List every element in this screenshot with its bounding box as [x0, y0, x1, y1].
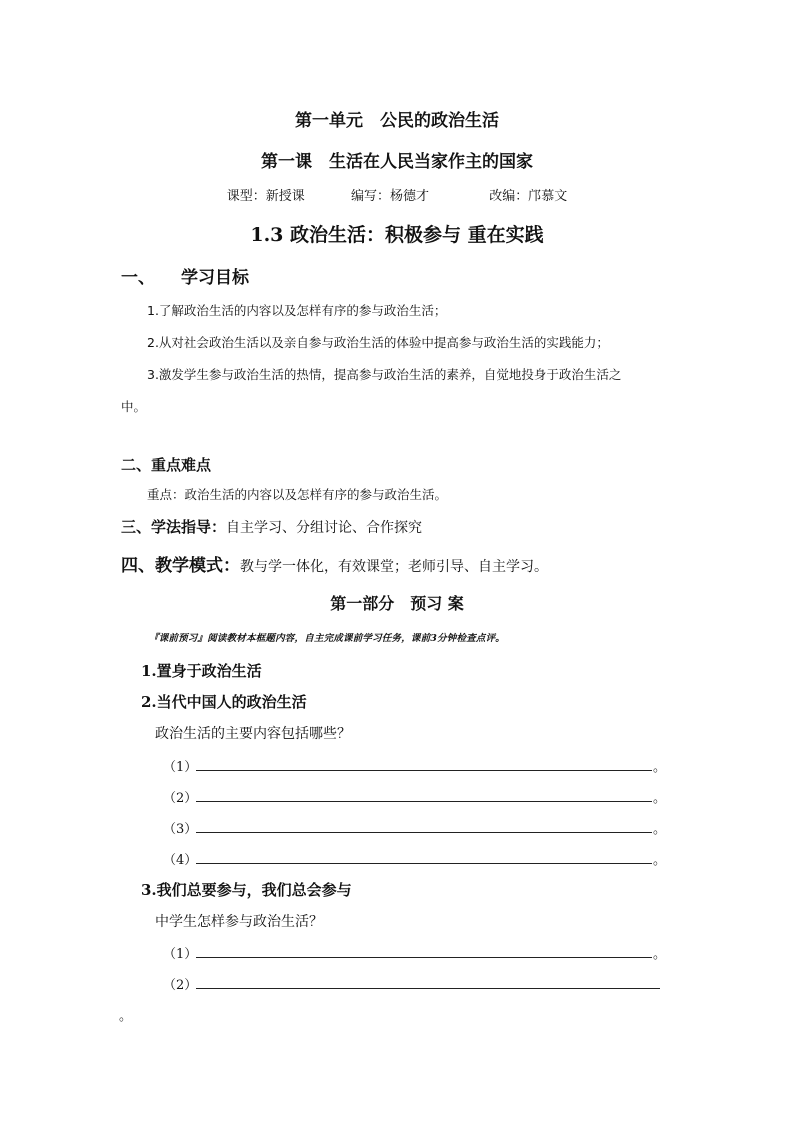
- editor: 改编：邝慕文: [489, 189, 568, 204]
- answer-blank[interactable]: [196, 770, 652, 771]
- objective-item: 3.激发学生参与政治生活的热情，提高参与政治生活的素养，自觉地投身于政治生活之: [147, 367, 622, 382]
- answer-blank[interactable]: [196, 832, 652, 833]
- end-mark: 。: [653, 791, 667, 806]
- answer-blank[interactable]: [196, 988, 660, 989]
- objectives-heading-num: 一、: [121, 268, 155, 288]
- objectives-heading: [121, 263, 249, 288]
- mode-line: [121, 551, 548, 576]
- question-heading: 2.当代中国人的政治生活: [141, 693, 307, 711]
- method-heading: 三、学法指导：: [121, 518, 227, 536]
- answer-number: （1）: [163, 760, 198, 775]
- objectives-heading-text: 学习目标: [181, 268, 249, 288]
- trailing-end-mark: 。: [119, 1009, 133, 1024]
- end-mark: 。: [653, 760, 667, 775]
- mode-heading: 四、教学模式：: [121, 556, 240, 576]
- question-heading: 3.我们总要参与，我们总会参与: [141, 881, 352, 899]
- answer-number: （4）: [163, 853, 198, 868]
- end-mark: 。: [653, 947, 667, 962]
- preview-note: 『课前预习』阅读教材本框题内容，自主完成课前学习任务，课前3分钟检查点评。: [149, 633, 506, 644]
- question-prompt: 中学生怎样参与政治生活？: [155, 914, 323, 930]
- key-points-heading: 二、重点难点: [121, 456, 212, 474]
- lesson-title: 第一课 生活在人民当家作主的国家: [261, 152, 533, 172]
- answer-number: （2）: [163, 791, 198, 806]
- answer-number: （2）: [163, 978, 198, 993]
- objective-item-continuation: 中。: [121, 399, 147, 414]
- answer-blank[interactable]: [196, 801, 652, 802]
- mode-text: 教与学一体化，有效课堂；老师引导、自主学习。: [240, 559, 548, 575]
- objective-item: 1.了解政治生活的内容以及怎样有序的参与政治生活；: [147, 303, 447, 318]
- answer-number: （1）: [163, 947, 198, 962]
- answer-blank[interactable]: [196, 957, 652, 958]
- writer: 编写：杨德才: [350, 189, 429, 204]
- objective-item: 2.从对社会政治生活以及亲自参与政治生活的体验中提高参与政治生活的实践能力；: [147, 335, 609, 350]
- question-prompt: 政治生活的主要内容包括哪些？: [155, 726, 351, 742]
- end-mark: 。: [653, 853, 667, 868]
- question-heading: 1.置身于政治生活: [141, 662, 262, 680]
- unit-title: 第一单元 公民的政治生活: [295, 111, 499, 131]
- end-mark: 。: [653, 822, 667, 837]
- method-line: [121, 516, 422, 537]
- answer-number: （3）: [163, 822, 198, 837]
- lesson-meta: [0, 185, 794, 204]
- part-title: 第一部分 预习 案: [330, 594, 464, 613]
- key-points-text: 重点：政治生活的内容以及怎样有序的参与政治生活。: [147, 487, 448, 502]
- answer-blank[interactable]: [196, 863, 652, 864]
- lesson-type: 课型：新授课: [226, 189, 305, 204]
- method-text: 自主学习、分组讨论、合作探究: [226, 520, 423, 536]
- section-title: 1.3 政治生活：积极参与 重在实践: [250, 224, 544, 246]
